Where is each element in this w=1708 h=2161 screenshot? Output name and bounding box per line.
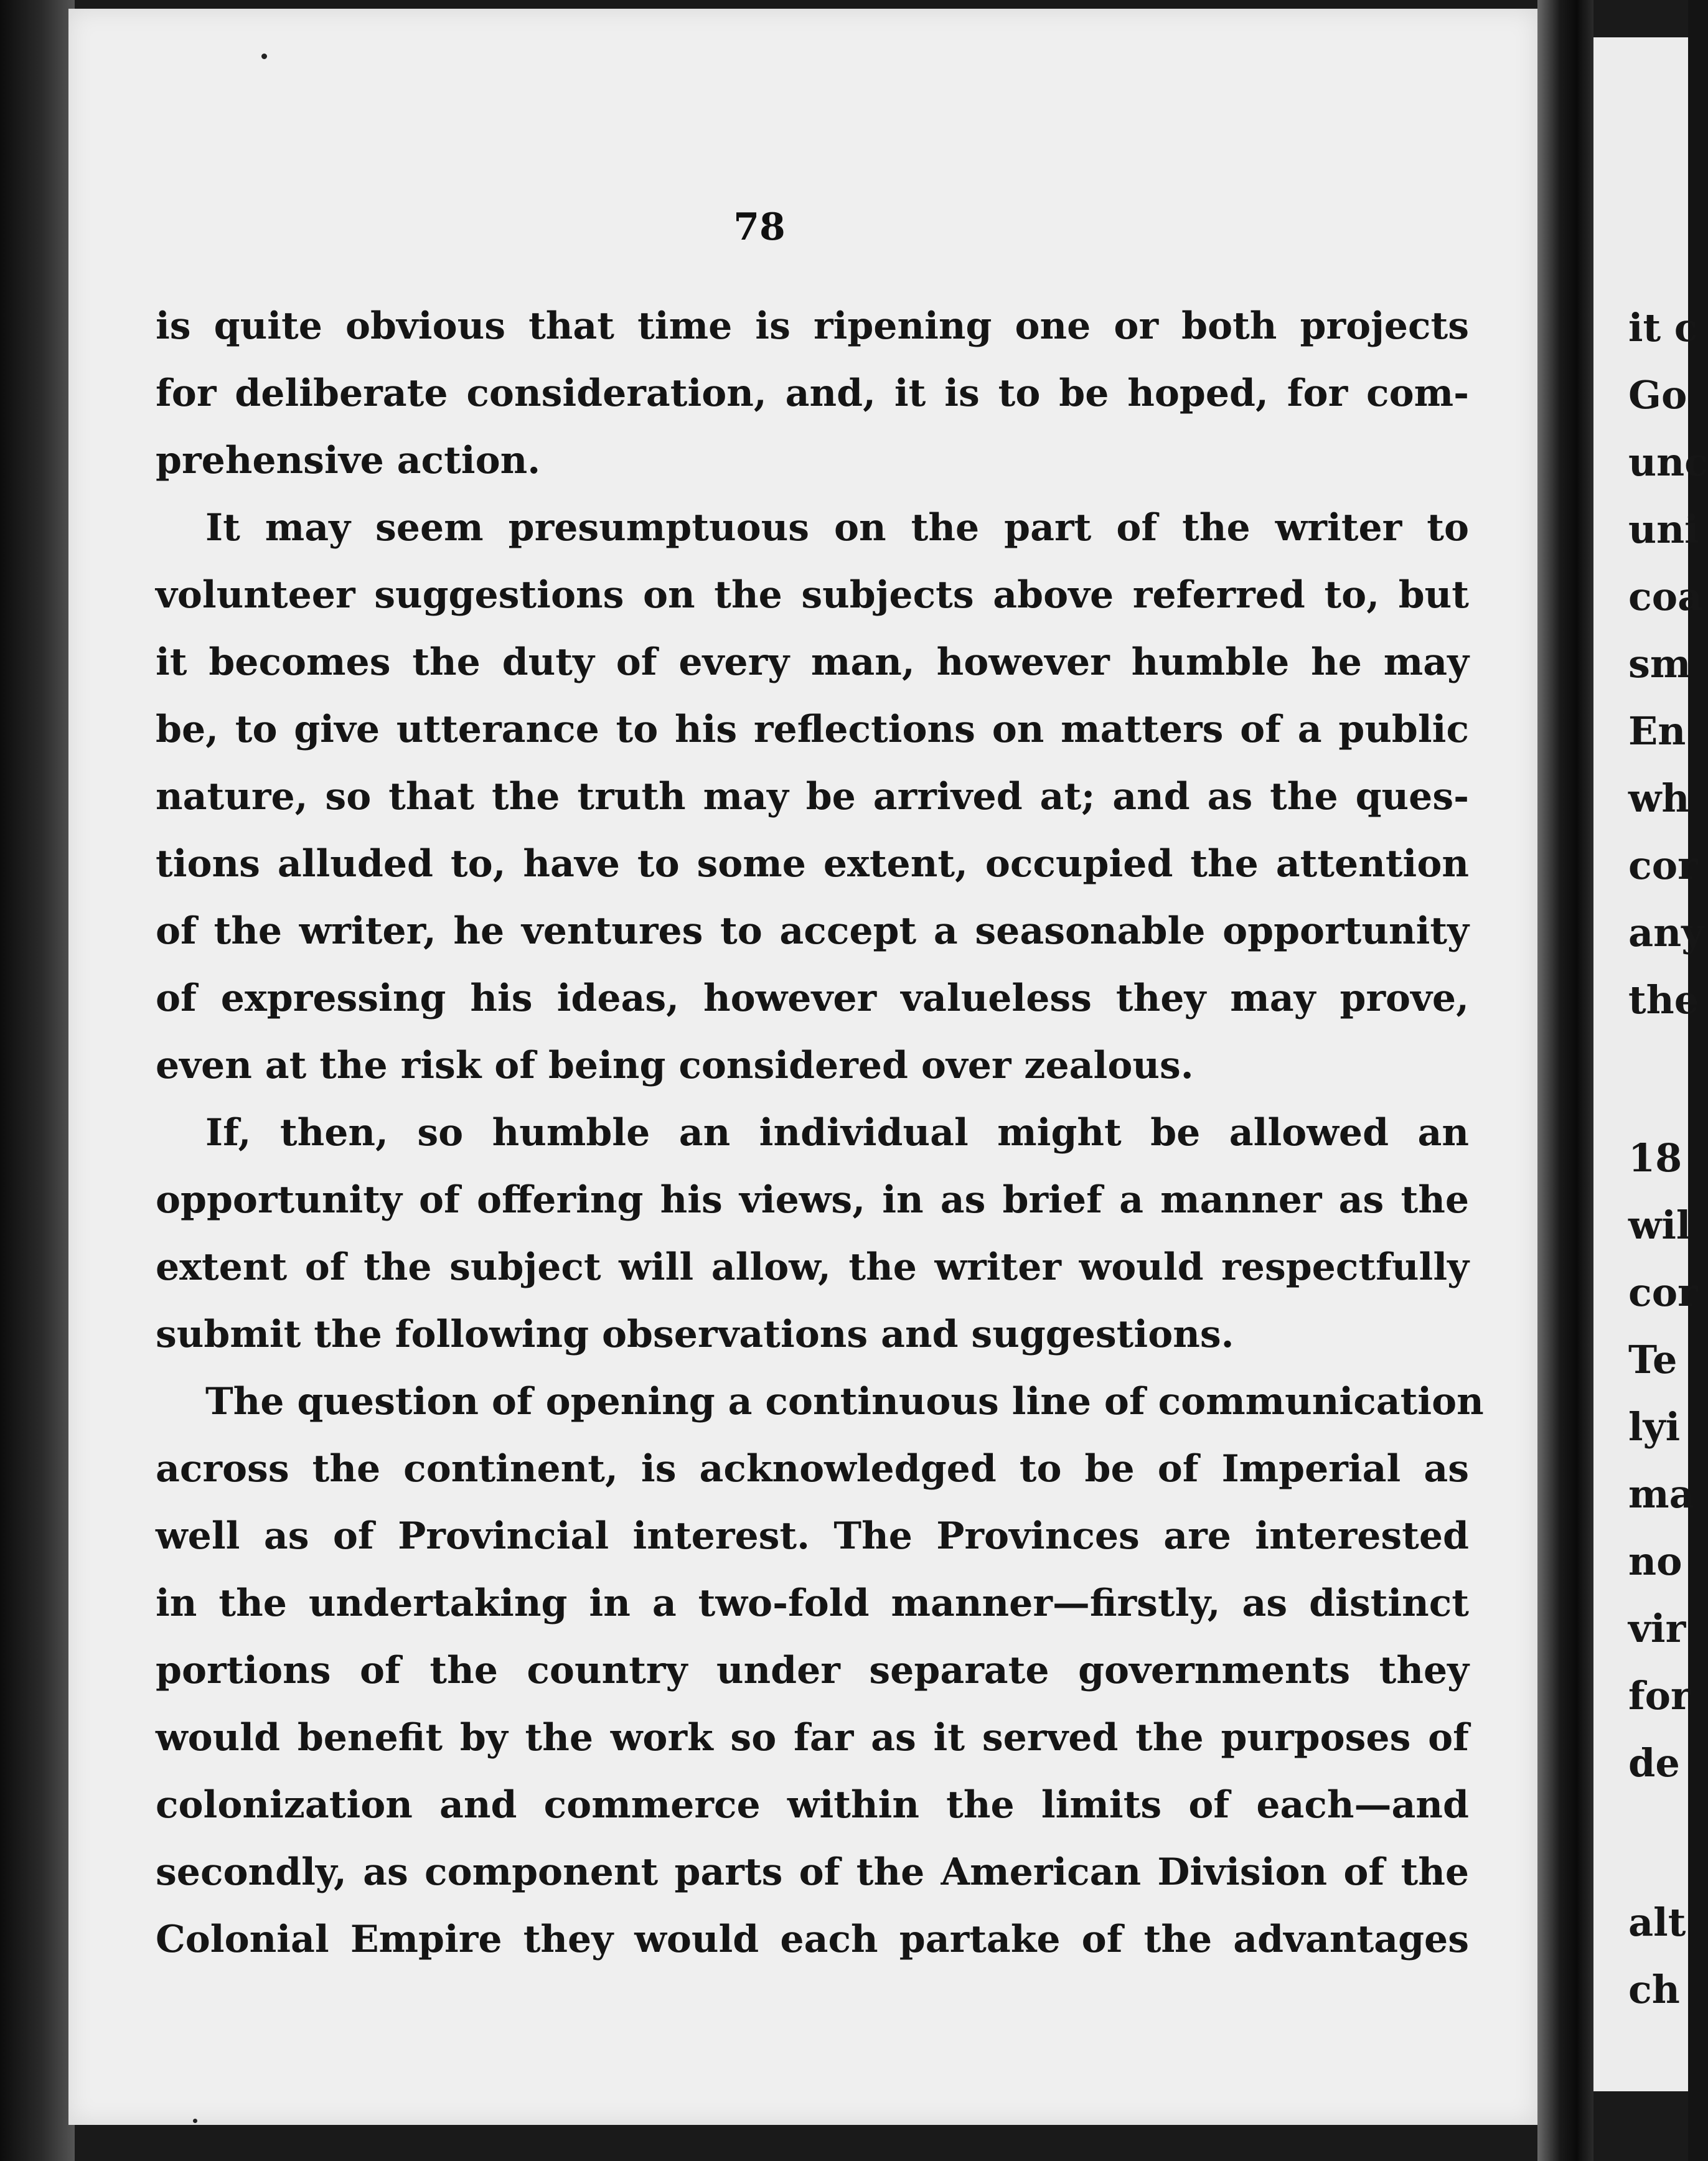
text-line: is quite obvious that time is ripening one or both projects — [156, 304, 1469, 348]
book-gutter — [1537, 0, 1593, 2161]
text-line: volunteer suggestions on the subjects above referred to, but — [156, 573, 1469, 617]
text-line: even at the risk of being considered over zealous. — [156, 1044, 1194, 1087]
facing-text-fragment: alt — [1628, 1900, 1686, 1945]
facing-text-fragment: wh — [1628, 776, 1690, 821]
facing-text-fragment: for — [1628, 1673, 1691, 1718]
text-line: tions alluded to, have to some extent, occupied the attention — [156, 842, 1469, 886]
facing-text-fragment: ch — [1628, 1967, 1680, 2012]
paragraph-1 — [156, 293, 1469, 494]
facing-text-fragment: uni — [1628, 507, 1699, 552]
facing-text-fragment: ma — [1628, 1471, 1694, 1517]
facing-text-fragment: coa — [1628, 574, 1703, 619]
left-binding-edge — [0, 0, 75, 2161]
text-line: If, then, so humble an individual might be allowed an — [205, 1111, 1469, 1155]
facing-text-fragment: En — [1628, 708, 1686, 754]
facing-text-fragment: wil — [1628, 1202, 1691, 1248]
text-line: secondly, as component parts of the American Division of the — [156, 1850, 1469, 1894]
facing-text-fragment: lyi — [1628, 1404, 1681, 1450]
paragraph-3 — [156, 1099, 1469, 1368]
text-line: of expressing his ideas, however valueless they may prove, — [156, 977, 1469, 1020]
text-line: for deliberate consideration, and, it is to be hoped, for com- — [156, 372, 1469, 415]
facing-text-fragment: cor — [1628, 843, 1698, 888]
facing-text-fragment: no — [1628, 1539, 1682, 1584]
text-line: nature, so that the truth may be arrived at; and as the ques- — [156, 775, 1469, 818]
facing-text-fragment: vir — [1628, 1606, 1686, 1651]
text-line: prehensive action. — [156, 439, 541, 482]
ink-speck — [261, 54, 267, 59]
text-line: well as of Provincial interest. The Provinces are interested — [156, 1514, 1469, 1558]
facing-text-fragment: Go — [1628, 372, 1687, 418]
facing-text-fragment: unc — [1628, 439, 1708, 485]
facing-text-fragment: the — [1628, 977, 1699, 1023]
text-line: portions of the country under separate governments they — [156, 1649, 1469, 1692]
ink-speck — [193, 2119, 197, 2123]
facing-page-edge — [1593, 37, 1708, 2091]
facing-text-fragment: 18 — [1628, 1135, 1682, 1181]
page-body-text — [156, 293, 1484, 1973]
paragraph-2 — [156, 494, 1469, 1099]
facing-text-fragment: any — [1628, 910, 1704, 955]
page-number: 78 — [733, 205, 786, 249]
text-line: would benefit by the work so far as it served the purposes of — [156, 1716, 1469, 1760]
paragraph-4 — [156, 1368, 1484, 1973]
facing-text-fragment: Te — [1628, 1337, 1678, 1382]
text-line: It may seem presumptuous on the part of the writer to — [205, 506, 1469, 550]
facing-text-fragment: it c — [1628, 305, 1698, 350]
text-line: colonization and commerce within the limits of each—and — [156, 1783, 1469, 1827]
text-line: submit the following observations and suggestions. — [156, 1313, 1234, 1356]
text-line: it becomes the duty of every man, however humble he may — [156, 640, 1469, 684]
text-line: The question of opening a continuous line of communication — [205, 1380, 1484, 1423]
text-line: in the undertaking in a two-fold manner—firstly, as distinct — [156, 1582, 1469, 1625]
text-line: extent of the subject will allow, the writer would respectfully — [156, 1245, 1469, 1289]
facing-text-fragment: de — [1628, 1740, 1680, 1786]
text-line: Colonial Empire they would each partake of the advantages — [156, 1918, 1469, 1961]
facing-text-fragment: sm — [1628, 641, 1691, 687]
text-line: opportunity of offering his views, in as brief a manner as the — [156, 1178, 1469, 1222]
text-line: be, to give utterance to his reflections on matters of a public — [156, 708, 1469, 751]
text-line: of the writer, he ventures to accept a seasonable opportunity — [156, 909, 1469, 953]
facing-text-fragment: cor — [1628, 1270, 1698, 1315]
text-line: across the continent, is acknowledged to be of Imperial as — [156, 1447, 1469, 1491]
